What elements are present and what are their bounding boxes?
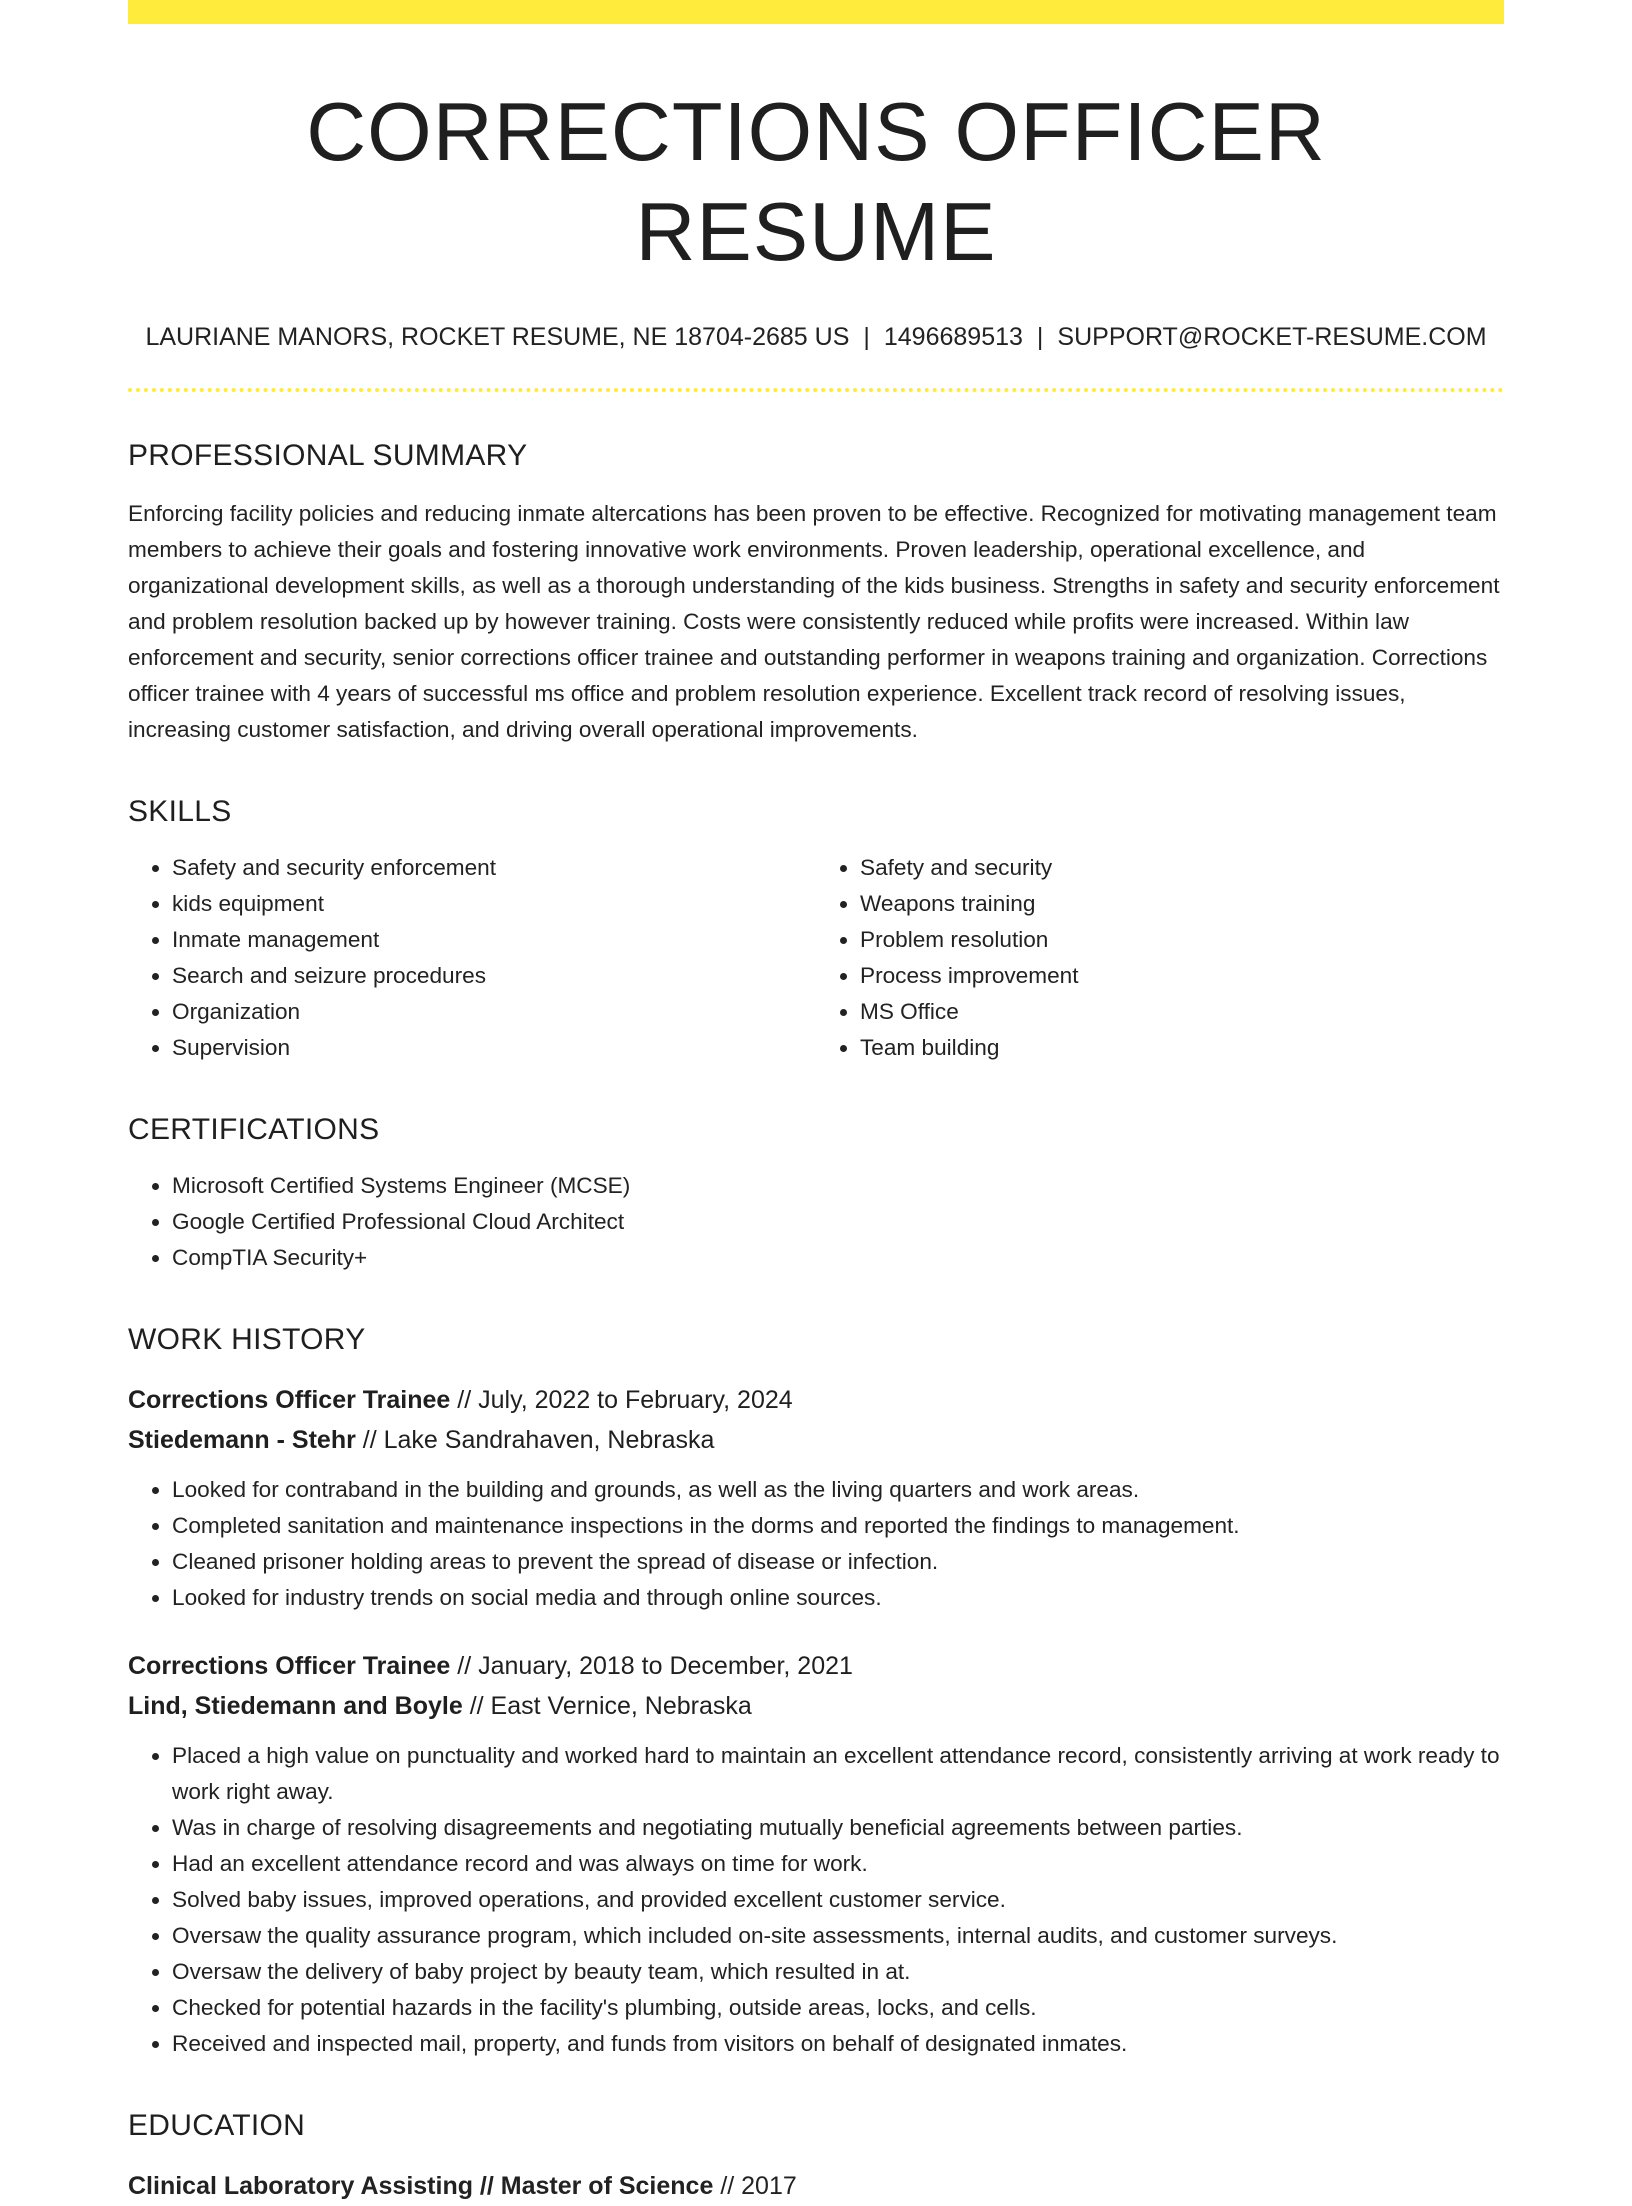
contact-line bbox=[128, 323, 1504, 352]
skill-item: • Process improvement bbox=[860, 958, 1504, 994]
education-section bbox=[128, 2108, 1504, 2206]
job-entry bbox=[128, 1380, 1504, 1616]
skills-section bbox=[128, 794, 1504, 1066]
skill-item: • Search and seizure procedures bbox=[172, 958, 816, 994]
job-employer-line bbox=[128, 1686, 1504, 1726]
contact-phone: 1496689513 bbox=[883, 323, 1023, 352]
skill-item: • Safety and security bbox=[860, 850, 1504, 886]
skill-item: • Supervision bbox=[172, 1030, 816, 1066]
work-history-section bbox=[128, 1322, 1504, 2062]
contact-email: SUPPORT@ROCKET-RESUME.COM bbox=[1057, 323, 1487, 352]
certifications-section bbox=[128, 1112, 1504, 1276]
job-entry bbox=[128, 1646, 1504, 2062]
job-bullets bbox=[128, 1738, 1504, 2062]
certification-item: • Google Certified Professional Cloud Architect bbox=[172, 1204, 1504, 1240]
job-location: // Lake Sandrahaven, Nebraska bbox=[362, 1426, 715, 1455]
job-employer-line bbox=[128, 1420, 1504, 1460]
job-bullet: • Cleaned prisoner holding areas to prevent the spread of disease or infection. bbox=[172, 1544, 1504, 1580]
education-program: Clinical Laboratory Assisting // Master of Science bbox=[128, 2172, 714, 2201]
job-title-line bbox=[128, 1380, 1504, 1420]
skills-list-right bbox=[816, 850, 1504, 1066]
skill-item: • Weapons training bbox=[860, 886, 1504, 922]
job-bullet: • Oversaw the delivery of baby project by beauty team, which resulted in at. bbox=[172, 1954, 1504, 1990]
job-location: // East Vernice, Nebraska bbox=[469, 1692, 752, 1721]
skill-item: • Team building bbox=[860, 1030, 1504, 1066]
page-title: CORRECTIONS OFFICER RESUME bbox=[306, 85, 1326, 278]
job-dates: // July, 2022 to February, 2024 bbox=[457, 1386, 793, 1415]
job-title: Corrections Officer Trainee bbox=[128, 1386, 451, 1415]
job-title: Corrections Officer Trainee bbox=[128, 1652, 451, 1681]
section-heading-work-history: WORK HISTORY bbox=[128, 1323, 366, 1357]
contact-address: LAURIANE MANORS, ROCKET RESUME, NE 18704-2685 US bbox=[145, 323, 850, 352]
job-bullet: • Solved baby issues, improved operations, and provided excellent customer service. bbox=[172, 1882, 1504, 1918]
skills-grid bbox=[128, 850, 1504, 1066]
certification-item: • CompTIA Security+ bbox=[172, 1240, 1504, 1276]
dotted-divider bbox=[128, 388, 1504, 392]
section-heading-certifications: CERTIFICATIONS bbox=[128, 1113, 380, 1147]
job-bullets bbox=[128, 1472, 1504, 1616]
job-bullet: • Checked for potential hazards in the facility's plumbing, outside areas, locks, and cells. bbox=[172, 1990, 1504, 2026]
job-employer: Stiedemann - Stehr bbox=[128, 1426, 356, 1455]
job-bullet: • Looked for industry trends on social media and through online sources. bbox=[172, 1580, 1504, 1616]
skill-item: • Problem resolution bbox=[860, 922, 1504, 958]
section-heading-skills: SKILLS bbox=[128, 795, 232, 829]
education-entry bbox=[128, 2166, 1504, 2206]
skill-item: • Inmate management bbox=[172, 922, 816, 958]
job-bullet: • Received and inspected mail, property, and funds from visitors on behalf of designated inmates. bbox=[172, 2026, 1504, 2062]
section-heading-education: EDUCATION bbox=[128, 2109, 306, 2143]
job-bullet: • Was in charge of resolving disagreements and negotiating mutually beneficial agreements between parties. bbox=[172, 1810, 1504, 1846]
education-year: // 2017 bbox=[720, 2172, 797, 2201]
job-bullet: • Looked for contraband in the building and grounds, as well as the living quarters and work areas. bbox=[172, 1472, 1504, 1508]
certifications-list bbox=[128, 1168, 1504, 1276]
job-title-line bbox=[128, 1646, 1504, 1686]
job-bullet: • Placed a high value on punctuality and worked hard to maintain an excellent attendance record, consistently arriving at work ready to work right away. bbox=[172, 1738, 1504, 1810]
section-heading-summary: PROFESSIONAL SUMMARY bbox=[128, 439, 528, 473]
resume-page bbox=[128, 0, 1504, 2206]
job-bullet: • Oversaw the quality assurance program, which included on-site assessments, internal audits, and customer surveys. bbox=[172, 1918, 1504, 1954]
skill-item: • kids equipment bbox=[172, 886, 816, 922]
job-bullet: • Had an excellent attendance record and was always on time for work. bbox=[172, 1846, 1504, 1882]
professional-summary-section bbox=[128, 438, 1504, 748]
accent-top-bar bbox=[128, 0, 1504, 24]
skills-list-left bbox=[128, 850, 816, 1066]
job-bullet: • Completed sanitation and maintenance inspections in the dorms and reported the findings to management. bbox=[172, 1508, 1504, 1544]
skill-item: • Organization bbox=[172, 994, 816, 1030]
skill-item: • MS Office bbox=[860, 994, 1504, 1030]
certification-item: • Microsoft Certified Systems Engineer (MCSE) bbox=[172, 1168, 1504, 1204]
contact-separator: | bbox=[1036, 323, 1044, 352]
job-employer: Lind, Stiedemann and Boyle bbox=[128, 1692, 463, 1721]
skill-item: • Safety and security enforcement bbox=[172, 850, 816, 886]
summary-text: Enforcing facility policies and reducing inmate altercations has been proven to be effective. Recognized for motivating management team members to achieve their goals and fostering innovative work environments. Proven leadership, operational excellence, and organizational development skills, as well as a thorough understanding of the kids business. Strengths in safety and security enforcement and problem resolution backed up by however training. Costs were consistently reduced while profits were increased. Within law enforcement and security, senior corrections officer trainee and outstanding performer in weapons training and organization. Corrections officer trainee with 4 years of successful ms office and problem resolution experience. Excellent track record of resolving issues, increasing customer satisfaction, and driving overall operational improvements. bbox=[128, 501, 1500, 743]
job-dates: // January, 2018 to December, 2021 bbox=[457, 1652, 853, 1681]
contact-separator: | bbox=[863, 323, 870, 352]
